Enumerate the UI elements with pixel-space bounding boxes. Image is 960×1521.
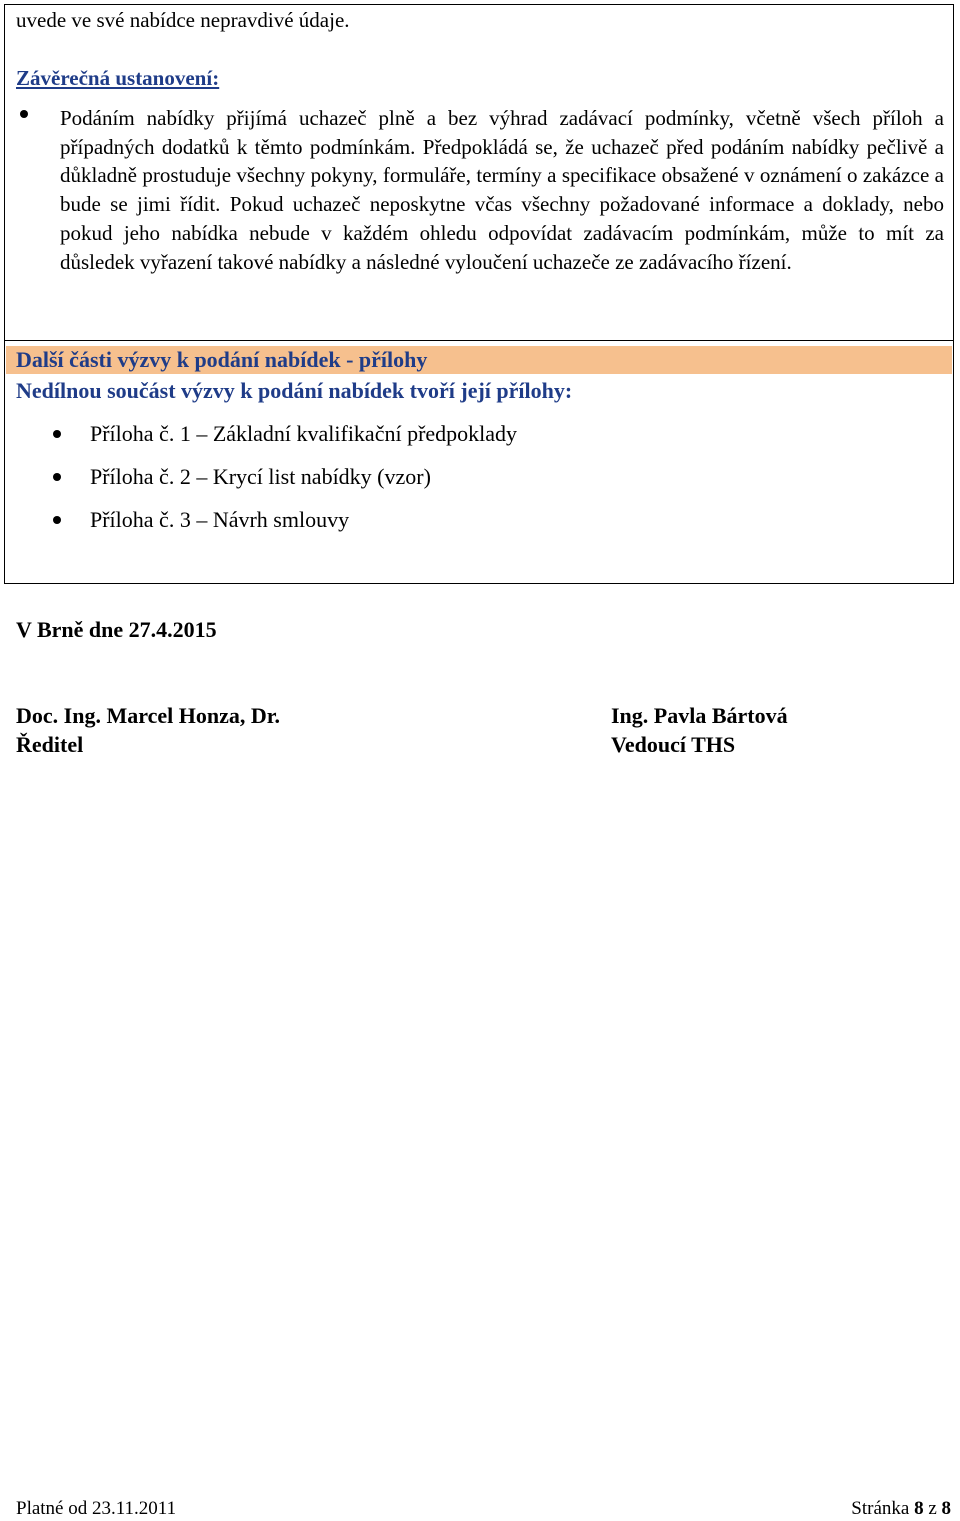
place-date: V Brně dne 27.4.2015 <box>16 617 217 642</box>
signature-left-name: Doc. Ing. Marcel Honza, Dr. <box>16 703 280 728</box>
list-item <box>50 506 517 549</box>
list-item <box>50 463 517 506</box>
signature-right-name: Ing. Pavla Bártová <box>611 703 788 728</box>
signature-left-title: Ředitel <box>16 732 84 757</box>
top-line-text: uvede ve své nabídce nepravdivé údaje. <box>16 8 350 32</box>
footer-valid-from: Platné od 23.11.2011 <box>16 1498 177 1519</box>
bullet-icon <box>53 516 61 524</box>
final-provisions-paragraph: Podáním nabídky přijímá uchazeč plně a bez výhrad zadávací podmínky, včetně všech příloh a případných dodatků k těmto podmínkám. Předpokládá se, že uchazeč před podáním nabídky pečlivě a důkladně prostuduje všechny pokyny, formuláře, termíny a specifikace obsažené v oznámení o zakázce a bude se jimi řídit. Pokud uchazeč neposkytne včas všechny požadované informace a doklady, nebo pokud jeho nabídka nebude v každém ohledu odpovídat zadávacím podmínkám, může to mít za důsledek vyřazení takové nabídky a následné vyloučení uchazeče ze zadávacího řízení. <box>60 106 944 274</box>
footer-page-number <box>851 1497 951 1521</box>
bullet-icon <box>20 110 28 118</box>
final-provisions-heading: Závěrečná ustanovení: <box>16 66 220 90</box>
bullet-icon <box>53 430 61 438</box>
page-current: 8 <box>914 1498 924 1519</box>
page-total: 8 <box>941 1498 951 1519</box>
list-item <box>50 420 517 463</box>
section-divider <box>4 340 954 341</box>
signature-right-title: Vedoucí THS <box>611 732 736 757</box>
signature-right <box>611 701 788 759</box>
page-sep: z <box>928 1498 937 1519</box>
attachments-section-title: Další části výzvy k podání nabídek - přílohy <box>16 347 428 372</box>
signature-left <box>16 701 280 759</box>
attachment-label: Příloha č. 2 – Krycí list nabídky (vzor) <box>90 464 431 489</box>
attachments-list <box>50 420 517 549</box>
bullet-icon <box>53 473 61 481</box>
attachment-label: Příloha č. 3 – Návrh smlouvy <box>90 507 350 532</box>
attachment-label: Příloha č. 1 – Základní kvalifikační předpoklady <box>90 421 518 446</box>
page-prefix: Stránka <box>851 1498 910 1519</box>
attachments-subheading: Nedílnou součást výzvy k podání nabídek tvoří její přílohy: <box>16 378 573 403</box>
